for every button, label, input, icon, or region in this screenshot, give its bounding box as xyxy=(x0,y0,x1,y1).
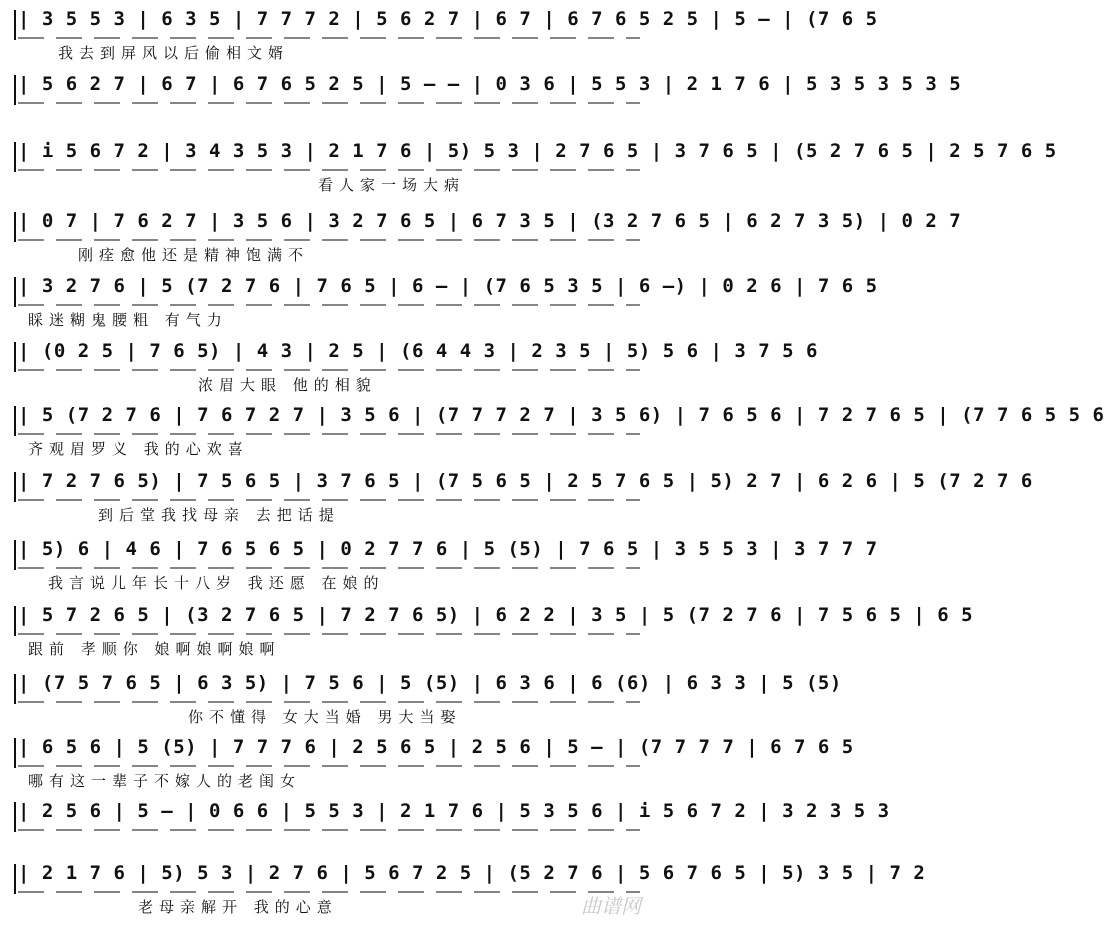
score-row xyxy=(18,672,842,734)
barline xyxy=(14,802,16,832)
lyric-line: 睬迷糊鬼腰粗 有气力 xyxy=(28,311,228,329)
score-row xyxy=(18,800,890,862)
notation-line: | 6 5 6 | 5 (5) | 7 7 7 6 | 2 5 6 5 | 2 5 6 | 5 — | (7 7 7 7 | 6 7 6 5 xyxy=(18,736,640,771)
barline xyxy=(14,606,16,636)
notation-line: | 5 7 2 6 5 | (3 2 7 6 5 | 7 2 7 6 5) | 6 2 2 | 3 5 | 5 (7 2 7 6 | 7 5 6 5 | 6 5 xyxy=(18,604,640,639)
notation-line: | 0 7 | 7 6 2 7 | 3 5 6 | 3 2 7 6 5 | 6 7 3 5 | (3 2 7 6 5 | 6 2 7 3 5) | 0 2 7 xyxy=(18,210,640,245)
score-row xyxy=(18,8,878,70)
barline xyxy=(14,406,16,436)
lyric-line: 浓眉大眼 他的相貌 xyxy=(198,376,377,394)
lyric-line: 到后堂我找母亲 去把话提 xyxy=(98,506,340,524)
barline xyxy=(14,75,16,105)
lyric-line: 老母亲解开 我的心意 xyxy=(138,898,338,916)
barline xyxy=(14,142,16,172)
barline xyxy=(14,277,16,307)
notation-line: | 3 5 5 3 | 6 3 5 | 7 7 7 2 | 5 6 2 7 | 6 7 | 6 7 6 5 2 5 | 5 — | (7 6 5 xyxy=(18,8,640,43)
score-row xyxy=(18,862,926,924)
score-row xyxy=(18,736,854,798)
lyric-line: 你不懂得 女大当婚 男大当娶 xyxy=(188,708,462,726)
barline xyxy=(14,738,16,768)
barline xyxy=(14,864,16,894)
notation-line: | 5 (7 2 7 6 | 7 6 7 2 7 | 3 5 6 | (7 7 7 2 7 | 3 5 6) | 7 6 5 6 | 7 2 7 6 5 | (7 7 6 5 5 6 xyxy=(18,404,640,439)
notation-line: | 5) 6 | 4 6 | 7 6 5 6 5 | 0 2 7 7 6 | 5 (5) | 7 6 5 | 3 5 5 3 | 3 7 7 7 xyxy=(18,538,640,573)
notation-line: | 3 2 7 6 | 5 (7 2 7 6 | 7 6 5 | 6 — | (7 6 5 3 5 | 6 —) | 0 2 6 | 7 6 5 xyxy=(18,275,640,310)
score-row xyxy=(18,470,1033,532)
score-row xyxy=(18,140,1057,202)
score-row xyxy=(18,73,962,135)
lyric-line: 刚痊愈他还是精神饱满不 xyxy=(78,246,310,264)
barline xyxy=(14,342,16,372)
score-row xyxy=(18,340,818,402)
barline xyxy=(14,472,16,502)
barline xyxy=(14,212,16,242)
watermark: 曲谱网 xyxy=(581,894,641,918)
barline xyxy=(14,674,16,704)
lyric-line: 我言说儿年长十八岁 我还愿 在娘的 xyxy=(48,574,385,592)
notation-line: | (0 2 5 | 7 6 5) | 4 3 | 2 5 | (6 4 4 3 | 2 3 5 | 5) 5 6 | 3 7 5 6 xyxy=(18,340,640,375)
lyric-line: 齐观眉罗义 我的心欢喜 xyxy=(28,440,249,458)
barline xyxy=(14,10,16,40)
lyric-line: 看人家一场大病 xyxy=(318,176,466,194)
lyric-line: 哪有这一辈子不嫁人的老闺女 xyxy=(28,772,302,790)
score-row xyxy=(18,210,962,272)
lyric-line: 我去到屏风以后偷相文婿 xyxy=(58,44,290,62)
barline xyxy=(14,540,16,570)
score-row xyxy=(18,538,878,600)
notation-line: | i 5 6 7 2 | 3 4 3 5 3 | 2 1 7 6 | 5) 5 3 | 2 7 6 5 | 3 7 6 5 | (5 2 7 6 5 | 2 5 7 6 5 xyxy=(18,140,640,175)
notation-line: | (7 5 7 6 5 | 6 3 5) | 7 5 6 | 5 (5) | 6 3 6 | 6 (6) | 6 3 3 | 5 (5) xyxy=(18,672,640,707)
notation-line: | 7 2 7 6 5) | 7 5 6 5 | 3 7 6 5 | (7 5 6 5 | 2 5 7 6 5 | 5) 2 7 | 6 2 6 | 5 (7 2 7 6 xyxy=(18,470,640,505)
lyric-line: 跟前 孝顺你 娘啊娘啊娘啊 xyxy=(28,640,281,658)
notation-line: | 5 6 2 7 | 6 7 | 6 7 6 5 2 5 | 5 — — | 0 3 6 | 5 5 3 | 2 1 7 6 | 5 3 5 3 5 3 5 xyxy=(18,73,640,108)
notation-line: | 2 1 7 6 | 5) 5 3 | 2 7 6 | 5 6 7 2 5 | (5 2 7 6 | 5 6 7 6 5 | 5) 3 5 | 7 2 xyxy=(18,862,640,897)
notation-line: | 2 5 6 | 5 — | 0 6 6 | 5 5 3 | 2 1 7 6 | 5 3 5 6 | i 5 6 7 2 | 3 2 3 5 3 xyxy=(18,800,640,835)
score-row xyxy=(18,275,878,337)
score-row xyxy=(18,404,1104,466)
score-row xyxy=(18,604,974,666)
